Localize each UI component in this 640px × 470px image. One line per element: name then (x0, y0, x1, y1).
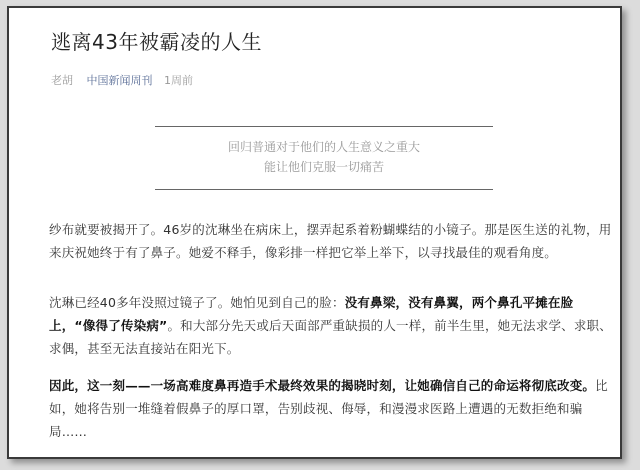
paragraph-2 (49, 291, 615, 360)
pull-quote-line-1: 回归普通对于他们的人生意义之重大 (227, 140, 420, 154)
paragraph-2-rest: 。和大部分先天或后天面部严重缺损的人一样，前半生里，她无法求学、求职、求偶，甚至无法直接站在阳光下。 (49, 318, 612, 356)
paragraph-1: 纱布就要被揭开了。46岁的沈琳坐在病床上，摆弄起系着粉蝴蝶结的小镜子。那是医生送的礼物，用来庆祝她终于有了鼻子。她爱不释手，像彩排一样把它举上举下，以寻找最佳的观看角度。 (49, 222, 612, 260)
author-name: 老胡 (51, 74, 73, 87)
publish-time: 1周前 (164, 74, 193, 87)
paragraph-3-bold: 因此，这一刻——一场高难度鼻再造手术最终效果的揭晓时刻，让她确信自己的命运将彻底改变。 (49, 378, 596, 393)
paragraph-2-bold: 没有鼻梁，没有鼻翼，两个鼻孔平摊在脸上，“像得了传染病” (49, 295, 574, 333)
pull-quote-line-2: 能让他们克服一切痛苦 (263, 160, 384, 174)
paragraph-3 (49, 374, 615, 443)
article-frame (7, 6, 622, 459)
paragraph-3-rest: 比如，她将告别一堆缝着假鼻子的厚口罩，告别歧视、侮辱，和漫漫求医路上遭遇的无数拒绝和骗局…… (49, 378, 608, 439)
article-meta (51, 72, 193, 88)
source-link[interactable]: 中国新闻周刊 (86, 74, 153, 87)
paragraph-2-intro: 沈琳已经40多年没照过镜子了。她怕见到自己的脸： (49, 295, 345, 310)
pull-quote (155, 126, 493, 190)
article-title: 逃离43年被霸凌的人生 (51, 30, 262, 54)
